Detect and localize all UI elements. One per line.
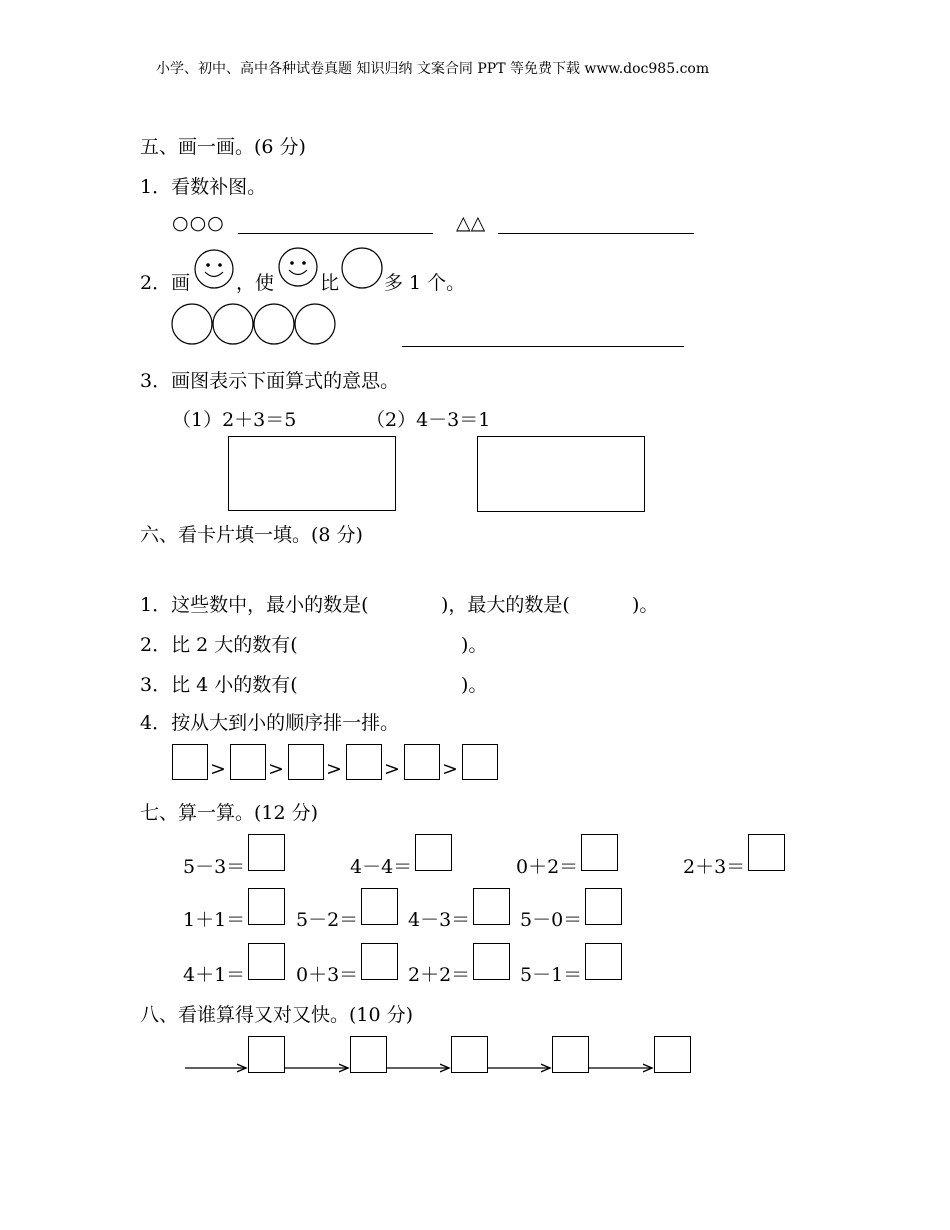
- section6-q2-a: 2．比 2 大的数有(: [140, 634, 298, 656]
- calc-answer-box[interactable]: [361, 943, 398, 980]
- section6-q3-a: 3．比 4 小的数有(: [140, 674, 298, 696]
- calc-answer-box[interactable]: [473, 888, 510, 925]
- page-header: 小学、初中、高中各种试卷真题 知识归纳 文案合同 PPT 等免费下载 www.doc985.com: [156, 61, 710, 77]
- arrow-chain: [180, 1034, 695, 1076]
- calc-expression: 2＋2＝: [408, 964, 471, 986]
- section7-title: 七、算一算。(12 分): [140, 802, 319, 824]
- equation-2: （2）4－3＝1: [366, 409, 491, 431]
- section6-q3-b: )。: [461, 674, 488, 696]
- greater-than-sign: >: [326, 758, 342, 780]
- section5-q3-label: 3．画图表示下面算式的意思。: [140, 370, 400, 392]
- greater-than-sign: >: [442, 758, 458, 780]
- equation-1: （1）2＋3＝5: [172, 409, 297, 431]
- order-box[interactable]: [230, 744, 266, 780]
- calc-answer-box[interactable]: [415, 834, 452, 871]
- order-box[interactable]: [404, 744, 440, 780]
- calc-answer-box[interactable]: [581, 834, 618, 871]
- greater-than-sign: >: [268, 758, 284, 780]
- triangles-shapes: △△: [456, 212, 486, 234]
- section5-q2-text-3: 比: [320, 272, 340, 294]
- chain-answer-box: [452, 1037, 488, 1073]
- section8-title: 八、看谁算得又对又快。(10 分): [140, 1004, 414, 1026]
- calc-answer-box[interactable]: [248, 834, 285, 871]
- calc-expression: 4＋1＝: [183, 964, 246, 986]
- calc-expression: 5－1＝: [520, 964, 583, 986]
- calc-answer-box[interactable]: [248, 943, 285, 980]
- calc-expression: 0＋3＝: [296, 964, 359, 986]
- calc-expression: 1＋1＝: [183, 909, 246, 931]
- section6-title: 六、看卡片填一填。(8 分): [140, 524, 363, 546]
- chain-answer-box: [553, 1037, 589, 1073]
- greater-than-sign: >: [210, 758, 226, 780]
- calc-answer-box[interactable]: [585, 888, 622, 925]
- four-circles-icon: [170, 302, 338, 346]
- smiley-face-icon: [193, 248, 235, 290]
- calc-answer-box[interactable]: [473, 943, 510, 980]
- chain-answer-box: [351, 1037, 387, 1073]
- calc-expression: 0＋2＝: [516, 856, 579, 878]
- section6-q1-a: 1．这些数中，最小的数是(: [140, 594, 369, 616]
- chain-answer-box: [249, 1037, 285, 1073]
- section5-q1-label: 1．看数补图。: [140, 176, 267, 198]
- calc-answer-box[interactable]: [361, 888, 398, 925]
- section6-q2-b: )。: [461, 634, 488, 656]
- section6-q1-b: )，最大的数是(: [441, 594, 570, 616]
- order-box[interactable]: [172, 744, 208, 780]
- section6-q1-c: )。: [632, 594, 659, 616]
- calc-expression: 2＋3＝: [683, 856, 746, 878]
- calc-answer-box[interactable]: [248, 888, 285, 925]
- section6-q4-label: 4．按从大到小的顺序排一排。: [140, 712, 400, 734]
- empty-circle-icon: [340, 246, 384, 290]
- drawing-box-1[interactable]: [228, 436, 396, 511]
- answer-line-triangles[interactable]: [498, 233, 694, 234]
- calc-expression: 5－0＝: [520, 909, 583, 931]
- calc-answer-box[interactable]: [585, 943, 622, 980]
- calc-expression: 4－3＝: [408, 909, 471, 931]
- answer-line-smileys[interactable]: [402, 346, 684, 347]
- chain-answer-box: [655, 1037, 691, 1073]
- answer-line-circles[interactable]: [238, 233, 433, 234]
- drawing-box-2[interactable]: [477, 436, 645, 512]
- smiley-face-icon-2: [277, 246, 319, 288]
- order-box[interactable]: [462, 744, 498, 780]
- order-box[interactable]: [288, 744, 324, 780]
- greater-than-sign: >: [384, 758, 400, 780]
- section5-q2-text-4: 多 1 个。: [384, 272, 466, 294]
- calc-expression: 5－2＝: [296, 909, 359, 931]
- order-box[interactable]: [346, 744, 382, 780]
- calc-expression: 5－3＝: [183, 856, 246, 878]
- section5-title: 五、画一画。(6 分): [140, 136, 306, 158]
- section5-q2-text-2: ，使: [236, 272, 275, 294]
- circles-shapes: ○○○: [172, 212, 225, 234]
- calc-answer-box[interactable]: [748, 834, 785, 871]
- section5-q2-text-1: 2．画: [140, 272, 191, 294]
- calc-expression: 4－4＝: [350, 856, 413, 878]
